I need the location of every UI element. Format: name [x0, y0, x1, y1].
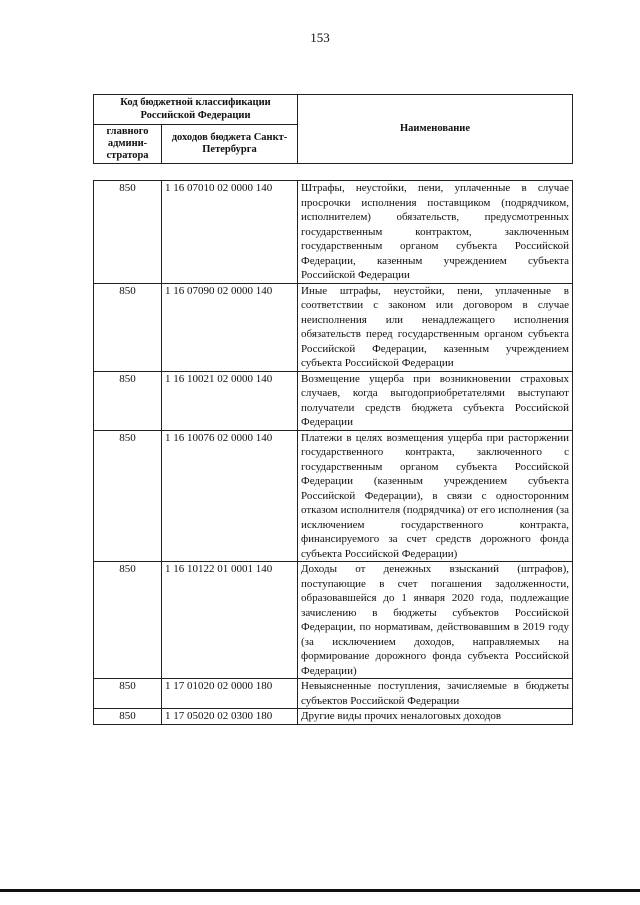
revenue-code: 1 16 10122 01 0001 140 — [162, 562, 298, 679]
header-admin: главного админи-стратора — [94, 125, 162, 164]
header-name: Наименование — [298, 95, 573, 164]
admin-code: 850 — [94, 430, 162, 562]
admin-code: 850 — [94, 181, 162, 284]
table-row — [94, 181, 573, 284]
admin-code: 850 — [94, 283, 162, 371]
table-header — [93, 94, 573, 164]
table-row — [94, 430, 573, 562]
page-number: 153 — [310, 30, 330, 45]
admin-code: 850 — [94, 562, 162, 679]
admin-code: 850 — [94, 709, 162, 725]
revenue-name: Штрафы, неустойки, пени, уплаченные в случае просрочки исполнения поставщиком (подрядчиком, исполнителем) обязательств, предусмотренных государственным контрактом, заключенным государственным органом субъекта Российской Федерации, казенным учреждением субъекта Российской Федерации — [298, 181, 573, 284]
revenue-name: Невыясненные поступления, зачисляемые в бюджеты субъектов Российской Федерации — [298, 679, 573, 709]
header-revenue: доходов бюджета Санкт-Петербурга — [162, 125, 298, 164]
revenue-name: Иные штрафы, неустойки, пени, уплаченные в соответствии с законом или договором в случае неисполнения или ненадлежащего исполнения обязательств перед государственным органом субъекта Российской Федерации, казенным учреждением субъекта Российской Федерации — [298, 283, 573, 371]
revenue-code: 1 17 01020 02 0000 180 — [162, 679, 298, 709]
revenue-code: 1 16 07090 02 0000 140 — [162, 283, 298, 371]
admin-code: 850 — [94, 679, 162, 709]
table-row — [94, 562, 573, 679]
revenue-name: Платежи в целях возмещения ущерба при расторжении государственного контракта, заключенного с государственным органом субъекта Российской Федерации (казенным учреждением субъекта Российской Федерации), в связи с односторонним отказом исполнителя (подрядчика) от его исполнения (за исключением государственного контракта, финансируемого за счет средств дорожного фонда субъекта Российской Федерации) — [298, 430, 573, 562]
revenue-name: Доходы от денежных взысканий (штрафов), поступающие в счет погашения задолженности, образовавшейся до 1 января 2020 года, подлежащие зачислению в бюджеты субъектов Российской Федерации, по нормативам, действовавшим в 2019 году (за исключением доходов, направляемых на формирование дорожного фонда субъекта Российской Федерации) — [298, 562, 573, 679]
revenue-code: 1 16 10076 02 0000 140 — [162, 430, 298, 562]
admin-code: 850 — [94, 371, 162, 430]
revenue-code: 1 16 07010 02 0000 140 — [162, 181, 298, 284]
table-row — [94, 371, 573, 430]
revenue-code: 1 17 05020 02 0300 180 — [162, 709, 298, 725]
revenue-name: Возмещение ущерба при возникновении страховых случаев, когда выгодоприобретателями выступают получатели средств бюджета субъекта Российской Федерации — [298, 371, 573, 430]
table-row — [94, 283, 573, 371]
revenue-code: 1 16 10021 02 0000 140 — [162, 371, 298, 430]
data-table — [93, 180, 573, 725]
table-row — [94, 679, 573, 709]
header-code-group: Код бюджетной классификации Российской Федерации — [94, 95, 298, 125]
table-row — [94, 709, 573, 725]
bottom-border-line — [0, 889, 640, 892]
revenue-name: Другие виды прочих неналоговых доходов — [298, 709, 573, 725]
